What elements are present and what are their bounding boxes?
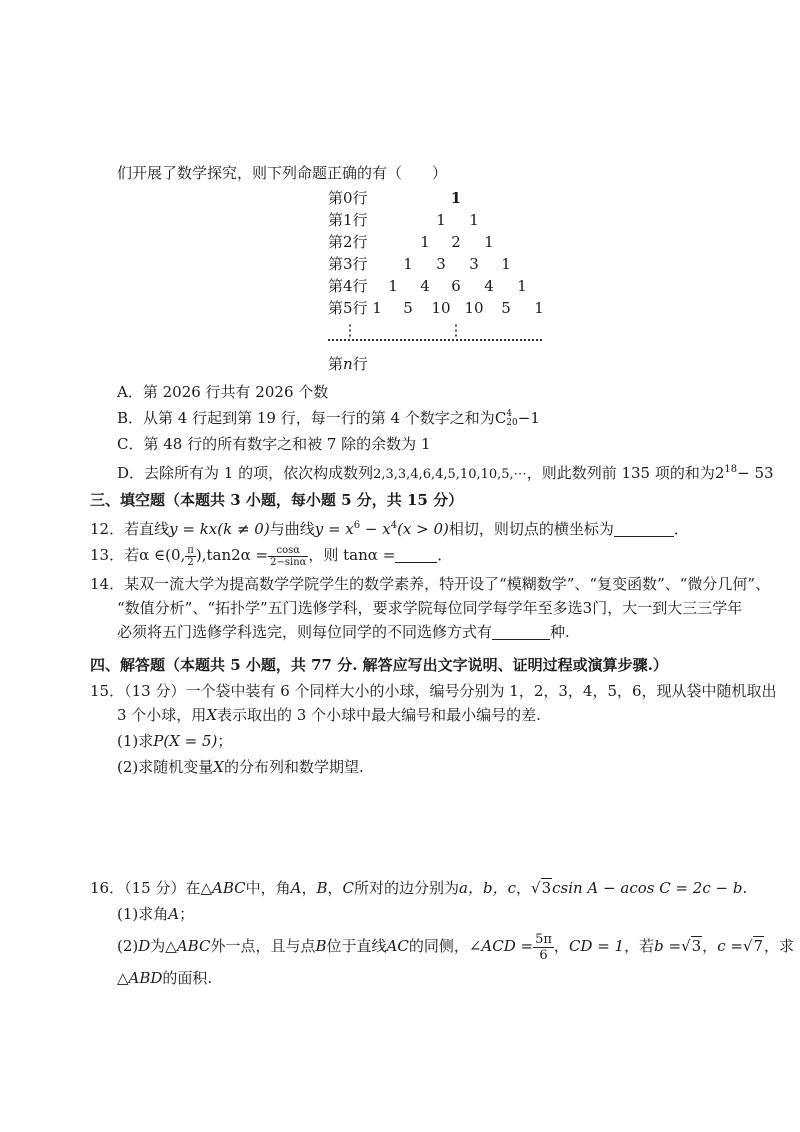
tri-number: 6: [451, 277, 461, 295]
vdots-right: ⋮: [448, 321, 464, 339]
tri-number: 1: [403, 255, 413, 273]
tri-number: 1: [372, 299, 382, 317]
row-label-5: 第5行: [328, 299, 368, 317]
question-14-line-3: 必须将五门选修学科选完，则每位同学的不同选修方式有 种.: [117, 623, 570, 641]
tri-number: 1: [436, 211, 446, 229]
tri-number: 1: [484, 233, 494, 251]
tri-number: 10: [464, 299, 484, 317]
tri-number: 1: [534, 299, 544, 317]
question-16-line-3: △ABD的面积.: [117, 969, 213, 987]
vdots-left: ⋮: [342, 321, 358, 339]
question-15-line-2: 3 个小球，用X表示取出的 3 个小球中最大编号和最小编号的差.: [117, 706, 541, 724]
tri-number: 2: [451, 233, 461, 251]
tri-number: 1: [420, 233, 430, 251]
question-15-part-2: (2)求随机变量X的分布列和数学期望.: [117, 758, 364, 776]
tri-number: 1: [517, 277, 527, 295]
question-16-part-1: (1)求角A；: [117, 905, 195, 923]
tri-number: 1: [501, 255, 511, 273]
question-16-line-1: 16．（15 分）在△ABC中，角A，B，C所对的边分别为a，b，c，√3csin A − acos C = 2c − b.: [90, 879, 748, 897]
section-4-heading: 四、解答题（本题共 5 小题，共 77 分. 解答应写出文字说明、证明过程或演算步骤.）: [90, 656, 668, 674]
pi-over-2: $\frac{\pi}{2}$: [187, 544, 194, 568]
question-16-part-2: (2)D为△ABC外一点，且与点B位于直线AC的同侧，∠ACD = $\frac{5\pi}{6}$ ，CD = 1，若b =√3，c =√7，求: [117, 928, 794, 964]
question-13: 13．若α ∈(0, $\frac{\pi}{2}$ ),tan2α = $\frac{\cos\alpha}{2-\sin\alpha}$ ，则 tanα = ．: [90, 544, 453, 568]
row-label-1: 第1行: [328, 211, 368, 229]
row-label-0: 第0行: [328, 189, 368, 207]
row-label-n: 第n行: [328, 355, 368, 373]
sqrt-3: √3: [681, 937, 702, 955]
row-label-4: 第4行: [328, 277, 368, 295]
five-pi-over-six: $\frac{5\pi}{6}$: [535, 931, 552, 963]
option-d: D．去除所有为 1 的项，依次构成数列2,3,3,4,6,4,5,10,10,5,⋯，则此数列前 135 项的和为$2^{18}- 53$: [117, 464, 774, 482]
answer-blank[interactable]: [492, 625, 550, 640]
row-label-2: 第2行: [328, 233, 368, 251]
tri-number: 3: [436, 255, 446, 273]
section-3-heading: 三、填空题（本题共 3 小题，每小题 5 分，共 15 分）: [90, 491, 464, 509]
option-c: C．第 48 行的所有数字之和被 7 除的余数为 1: [117, 435, 431, 453]
tri-number: 3: [469, 255, 479, 273]
dotted-divider: [328, 339, 542, 341]
tri-number: 1: [388, 277, 398, 295]
question-14-line-2: “数值分析”、“拓扑学”五门选修学科，要求学院每位同学每学年至多选3门，大一到大三三学年: [117, 599, 743, 617]
tri-number: 5: [403, 299, 413, 317]
cos-over-2-minus-sin: $\frac{\cos\alpha}{2-\sin\alpha}$: [270, 544, 307, 568]
question-14-line-1: 14．某双一流大学为提高数学学院学生的数学素养，特开设了“模糊数学”、“复变函数”、“微分几何”、: [90, 575, 771, 593]
tri-number: 4: [420, 277, 430, 295]
tri-number: 1: [450, 189, 462, 207]
tri-number: 5: [501, 299, 511, 317]
sqrt-3: √3: [531, 879, 552, 897]
question-15-part-1: (1)求P(X = 5)；: [117, 732, 233, 750]
sqrt-7: √7: [742, 937, 764, 955]
tri-number: 4: [484, 277, 494, 295]
question-15-line-1: 15．（13 分）一个袋中装有 6 个同样大小的小球，编号分别为 1，2，3，4，5，6，现从袋中随机取出: [90, 682, 777, 700]
question-12: 12．若直线y = kx(k ≠ 0)与曲线$y = x^6 - x^4(x > 0)$相切，则切点的横坐标为 ．: [90, 520, 689, 538]
tri-number: 10: [431, 299, 451, 317]
option-b: B．从第 4 行起到第 19 行，每一行的第 4 个数字之和为C 4 20 −1: [117, 409, 540, 428]
option-a: A．第 2026 行共有 2026 个数: [117, 383, 329, 401]
answer-blank[interactable]: [614, 522, 674, 537]
q11-tail: 们开展了数学探究，则下列命题正确的有（ ）: [117, 164, 448, 182]
row-label-3: 第3行: [328, 255, 368, 273]
answer-blank[interactable]: [395, 548, 437, 563]
tri-number: 1: [469, 211, 479, 229]
